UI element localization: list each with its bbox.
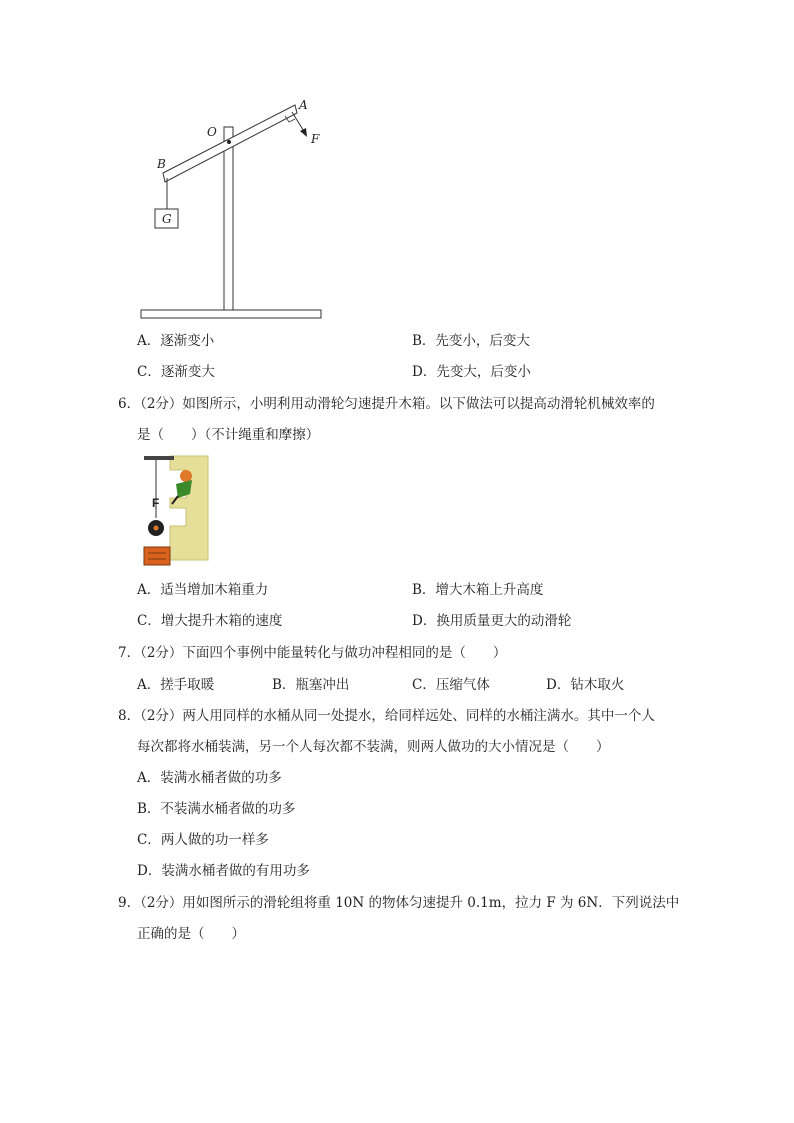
pulley-label-F: F xyxy=(152,496,160,510)
lever-diagram xyxy=(135,95,335,325)
q6-option-c: C．增大提升木箱的速度 xyxy=(137,613,283,629)
q7-option-a: A．搓手取暖 xyxy=(137,677,215,693)
q6-stem-line1: 6．（2分）如图所示，小明利用动滑轮匀速提升木箱。以下做法可以提高动滑轮机械效率的 xyxy=(118,396,655,412)
q8-option-b: B．不装满水桶者做的功多 xyxy=(137,801,296,817)
q7-option-b: B．瓶塞冲出 xyxy=(272,677,350,693)
q6-option-d: D．换用质量更大的动滑轮 xyxy=(412,613,572,629)
q8-option-a: A．装满水桶者做的功多 xyxy=(137,770,282,786)
lever-base xyxy=(141,310,321,318)
worker-head xyxy=(180,470,192,482)
q8-stem-line1: 8．（2分）两人用同样的水桶从同一处提水，给同样远处、同样的水桶注满水。其中一个人 xyxy=(118,708,655,724)
support-beam xyxy=(144,456,174,460)
label-B: B xyxy=(157,157,166,171)
label-F: F xyxy=(311,132,320,146)
force-arrowhead xyxy=(300,128,307,137)
q6-stem-line2: 是（ ）（不计绳重和摩擦） xyxy=(137,427,320,443)
q9-stem-line2: 正确的是（ ） xyxy=(137,926,245,942)
q6-option-a: A．适当增加木箱重力 xyxy=(137,582,269,598)
label-A: A xyxy=(299,98,308,112)
q8-option-c: C．两人做的功一样多 xyxy=(137,832,269,848)
q5-option-a: A．逐渐变小 xyxy=(137,333,215,349)
pivot-point xyxy=(227,140,231,144)
label-G: G xyxy=(162,212,172,226)
q9-stem-line1: 9．（2分）用如图所示的滑轮组将重 10N 的物体匀速提升 0.1m，拉力 F 为 6N．下列说法中 xyxy=(118,895,680,911)
q7-option-c: C．压缩气体 xyxy=(412,677,490,693)
wooden-box xyxy=(144,547,170,565)
pulley-center xyxy=(154,526,159,531)
pulley-diagram xyxy=(140,452,212,570)
q7-option-d: D．钻木取火 xyxy=(546,677,625,693)
q7-stem: 7．（2分）下面四个事例中能量转化与做功冲程相同的是（ ） xyxy=(118,645,507,661)
q6-option-b: B．增大木箱上升高度 xyxy=(412,582,544,598)
q8-stem-line2: 每次都将水桶装满，另一个人每次都不装满，则两人做功的大小情况是（ ） xyxy=(137,739,610,755)
label-O: O xyxy=(207,125,217,139)
q5-option-d: D．先变大，后变小 xyxy=(412,364,531,380)
q5-option-c: C．逐渐变大 xyxy=(137,364,215,380)
q8-option-d: D．装满水桶者做的有用功多 xyxy=(137,863,310,879)
lever-post xyxy=(224,127,233,310)
q5-option-b: B．先变小，后变大 xyxy=(412,333,530,349)
